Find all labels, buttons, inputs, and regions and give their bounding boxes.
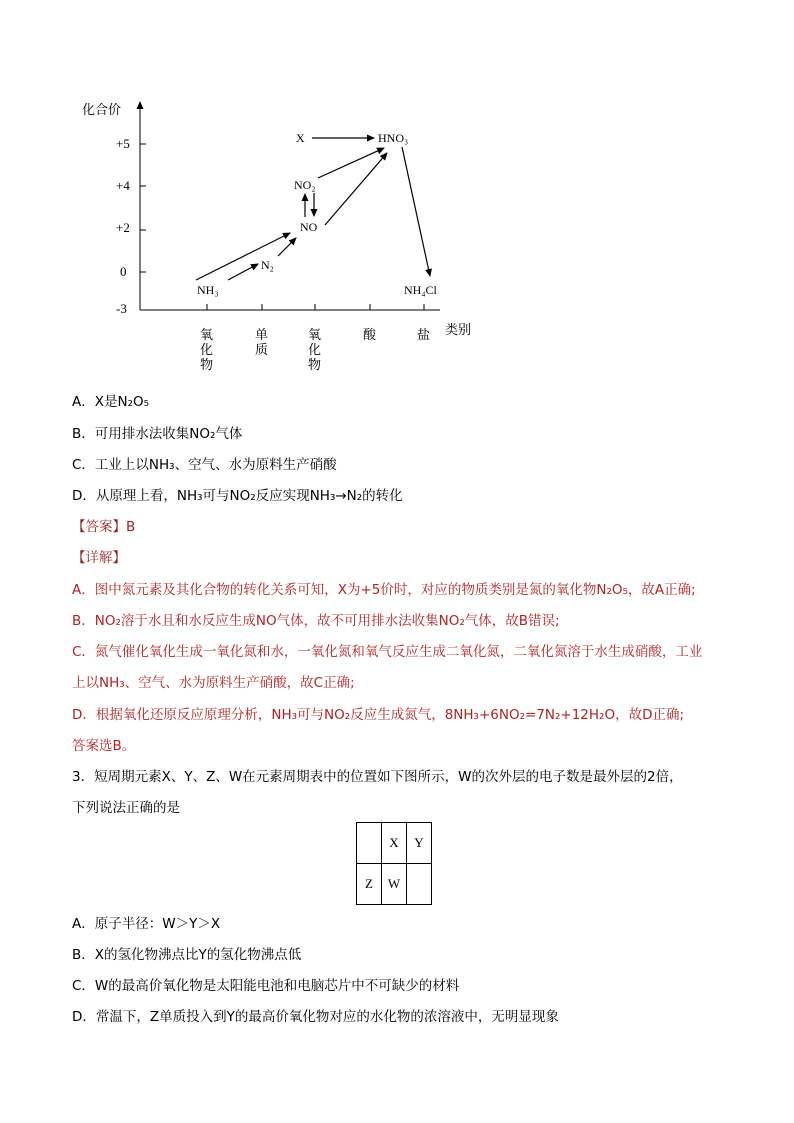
q2-detail-c-line1: C．氮气催化氧化生成一氧化氮和水，一氧化氮和氧气反应生成二氧化氮，二氧化氮溶于水生成硝酸，工业: [72, 644, 703, 660]
table-cell: [407, 864, 432, 905]
svg-text:单: 单: [255, 328, 269, 343]
x-axis-title: 类别: [445, 323, 472, 338]
table-row: [357, 823, 432, 864]
q2-detail-d: D．根据氧化还原反应原理分析，NH₃可与NO₂反应生成氮气，8NH₃+6NO₂=7N₂+12H₂O，故D正确;: [72, 707, 685, 723]
species-n2: N₂: [261, 258, 274, 272]
periodic-table-fragment: [356, 822, 432, 905]
svg-text:化: 化: [308, 343, 322, 358]
category-salt: [417, 327, 430, 343]
table-row: [357, 864, 432, 905]
nitrogen-valence-category-diagram: [72, 92, 492, 382]
category-oxide-1: [200, 328, 213, 373]
q3-stem-line1: 3．短周期元素X、Y、Z、W在元素周期表中的位置如下图所示，W的次外层的电子数是最外层的2倍，: [72, 769, 683, 785]
q3-option-c: C．W的最高价氧化物是太阳能电池和电脑芯片中不可缺少的材料: [72, 978, 460, 994]
table-cell: X: [382, 823, 407, 864]
species-nh3: NH₃: [197, 283, 219, 297]
table-cell: [357, 823, 382, 864]
category-element: [255, 328, 268, 358]
table-cell: Y: [407, 823, 432, 864]
svg-text:物: 物: [308, 358, 322, 373]
species-hno3: HNO₃: [378, 131, 409, 145]
svg-text:物: 物: [200, 358, 214, 373]
species-no2: NO₂: [294, 178, 316, 192]
y-tick-label: -3: [116, 301, 127, 316]
y-tick-label: 0: [120, 264, 127, 279]
answer-tag: 【答案】: [72, 519, 126, 535]
arrow-hno3-to-nh4cl: [402, 147, 430, 276]
table-cell: Z: [357, 864, 382, 905]
q3-option-d: D．常温下，Z单质投入到Y的最高价氧化物对应的水化物的浓溶液中，无明显现象: [72, 1009, 559, 1025]
svg-text:氧: 氧: [308, 328, 322, 343]
arrow-nh3-to-no: [196, 233, 290, 280]
q3-option-b: B．X的氢化物沸点比Y的氢化物沸点低: [72, 947, 302, 963]
arrow-nh3-to-n2: [228, 264, 258, 280]
q2-detail-b: B．NO₂溶于水且和水反应生成NO气体，故不可用排水法收集NO₂气体，故B错误;: [72, 613, 560, 629]
y-ticks: [140, 144, 146, 272]
q2-detail-c-line2: 上以NH₃、空气、水为原料生产硝酸，故C正确;: [72, 675, 355, 691]
q2-answer: [72, 517, 135, 537]
q2-option-a: A．X是N₂O₅: [72, 394, 150, 410]
arrow-no-to-hno3: [325, 153, 387, 225]
y-tick-label: +5: [116, 136, 130, 151]
svg-text:化: 化: [200, 343, 214, 358]
species-nh4cl: NH₄Cl: [404, 283, 437, 297]
species-no: NO: [300, 220, 318, 234]
q3-stem-line2: 下列说法正确的是: [72, 800, 180, 816]
category-acid: [363, 328, 377, 343]
arrow-n2-to-no: [278, 238, 296, 256]
svg-text:盐: 盐: [417, 328, 431, 343]
q3-option-a: A．原子半径：W＞Y＞X: [72, 916, 221, 932]
q2-detail-tag: 【详解】: [72, 550, 126, 566]
svg-text:酸: 酸: [363, 328, 377, 343]
svg-text:氧: 氧: [200, 328, 214, 343]
x-ticks: [207, 304, 424, 310]
q2-conclusion: 答案选B。: [72, 738, 136, 754]
table-cell: W: [382, 864, 407, 905]
species-x: X: [296, 131, 305, 145]
svg-text:质: 质: [255, 343, 269, 358]
q2-option-d: D．从原理上看，NH₃可与NO₂反应实现NH₃→N₂的转化: [72, 488, 403, 504]
y-tick-label: +2: [116, 220, 130, 235]
arrow-no2-to-hno3: [318, 148, 384, 178]
q2-detail-a: A．图中氮元素及其化合物的转化关系可知，X为+5价时，对应的物质类别是氮的氧化物N₂O₅，故A正确;: [72, 582, 696, 598]
q2-option-b: B．可用排水法收集NO₂气体: [72, 426, 243, 442]
category-oxide-2: [308, 328, 321, 373]
q2-option-c: C．工业上以NH₃、空气、水为原料生产硝酸: [72, 457, 337, 473]
y-axis-title: 化合价: [82, 103, 122, 118]
answer-value: B: [126, 519, 136, 535]
y-tick-label: +4: [116, 178, 130, 193]
